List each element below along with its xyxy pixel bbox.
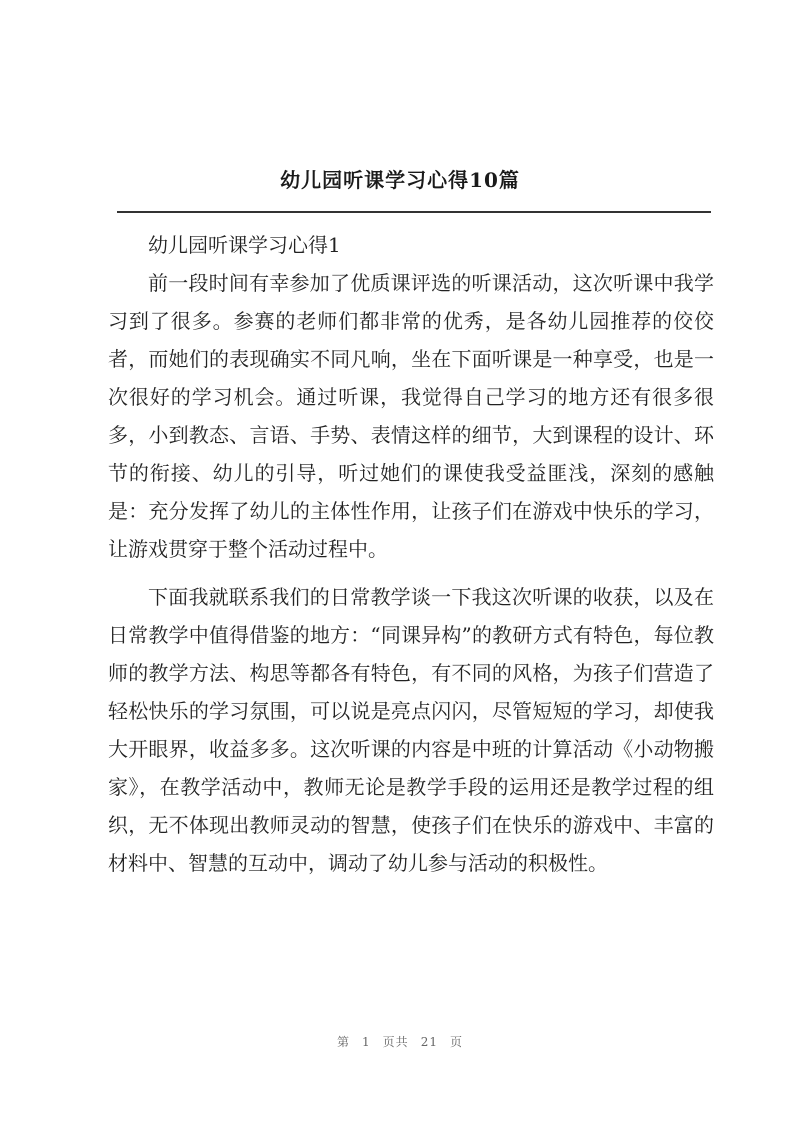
total-pages-number: 21 (420, 1035, 438, 1049)
section-heading: 幼儿园听课学习心得1 (148, 233, 341, 257)
document-body (108, 226, 714, 892)
page-label-mid: 页共 (382, 1035, 409, 1049)
page-label-prefix: 第 (337, 1035, 351, 1049)
title-divider (117, 211, 711, 213)
paragraph-1: 前一段时间有幸参加了优质课评选的听课活动，这次听课中我学习到了很多。参赛的老师们都非常的优秀，是各幼儿园推荐的佼佼者，而她们的表现确实不同凡响，坐在下面听课是一种享受，也是一次很好的学习机会。通过听课，我觉得自己学习的地方还有很多很多，小到教态、言语、手势、表情这样的细节，大到课程的设计、环节的衔接、幼儿的引导，听过她们的课使我受益匪浅，深刻的感触是：充分发挥了幼儿的主体性作用，让孩子们在游戏中快乐的学习，让游戏贯穿于整个活动过程中。 (108, 271, 714, 561)
paragraph-2: 下面我就联系我们的日常教学谈一下我这次听课的收获，以及在日常教学中值得借鉴的地方：“同课异构”的教研方式有特色，每位教师的教学方法、构思等都各有特色，有不同的风格，为孩子们营造了轻松快乐的学习氛围，可以说是亮点闪闪，尽管短短的学习，却使我大开眼界，收益多多。这次听课的内容是中班的计算活动《小动物搬家》，在教学活动中，教师无论是教学手段的运用还是教学过程的组织，无不体现出教师灵动的智慧，使孩子们在快乐的游戏中、丰富的材料中、智慧的互动中，调动了幼儿参与活动的积极性。 (108, 585, 714, 875)
page-footer (0, 1033, 800, 1050)
page-title: 幼儿园听课学习心得10篇 (280, 168, 520, 192)
page-label-suffix: 页 (449, 1035, 463, 1049)
current-page-number: 1 (362, 1035, 371, 1049)
